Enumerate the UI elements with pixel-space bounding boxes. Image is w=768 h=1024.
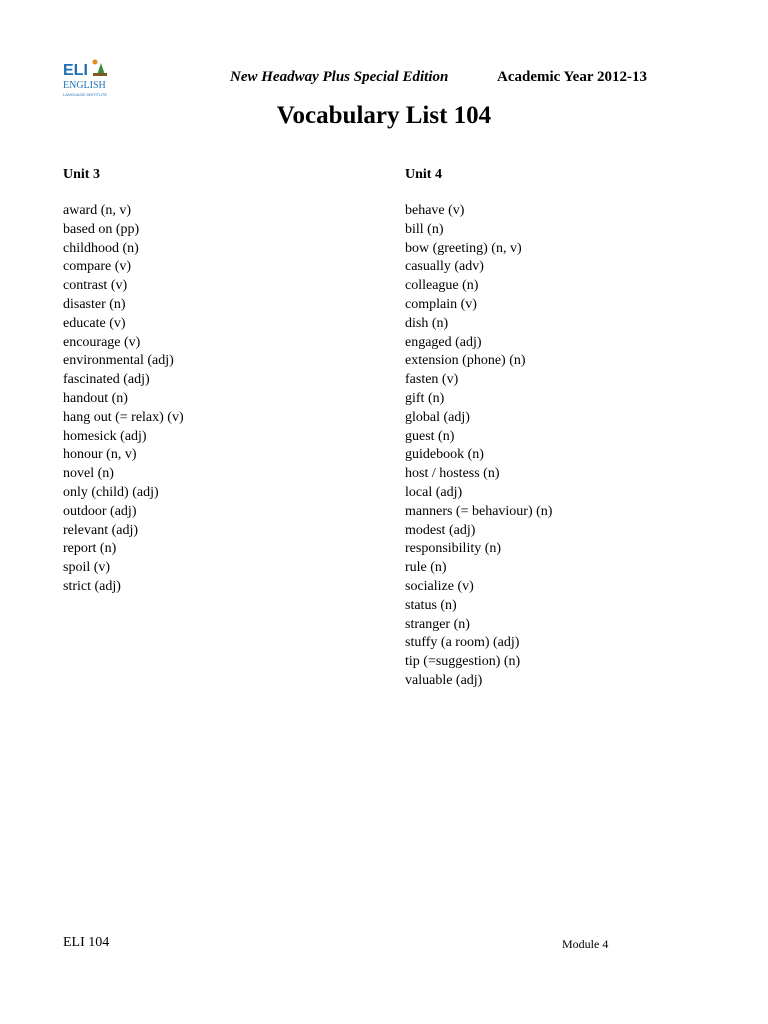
vocabulary-item: environmental (adj) bbox=[63, 353, 174, 369]
vocabulary-item: honour (n, v) bbox=[63, 447, 137, 463]
vocabulary-item: fasten (v) bbox=[405, 372, 459, 388]
vocabulary-item: hang out (= relax) (v) bbox=[63, 409, 184, 425]
unit-3-heading: Unit 3 bbox=[63, 167, 100, 182]
vocabulary-item: outdoor (adj) bbox=[63, 503, 137, 519]
vocabulary-item: encourage (v) bbox=[63, 334, 141, 350]
vocabulary-item: behave (v) bbox=[405, 203, 465, 218]
vocabulary-item: gift (n) bbox=[405, 390, 445, 406]
unit-4-heading: Unit 4 bbox=[405, 167, 442, 182]
vocabulary-item: valuable (adj) bbox=[405, 672, 483, 688]
vocabulary-item: strict (adj) bbox=[63, 578, 121, 594]
page-title-text: Vocabulary List 104 bbox=[276, 102, 492, 129]
vocabulary-item: spoil (v) bbox=[63, 560, 111, 576]
eli-logo bbox=[63, 57, 109, 101]
svg-text:ELI: ELI bbox=[63, 62, 88, 79]
vocabulary-item: colleague (n) bbox=[405, 278, 479, 294]
vocabulary-item: bow (greeting) (n, v) bbox=[405, 240, 522, 256]
vocabulary-item: based on (pp) bbox=[63, 221, 140, 237]
vocabulary-item: guidebook (n) bbox=[405, 447, 484, 463]
vocabulary-item: bill (n) bbox=[405, 221, 444, 237]
vocabulary-item: casually (adv) bbox=[405, 259, 484, 275]
vocabulary-item: status (n) bbox=[405, 597, 457, 613]
vocabulary-item: extension (phone) (n) bbox=[405, 353, 526, 369]
footer-module: Module 4 bbox=[562, 937, 609, 951]
header-academic-year: Academic Year 2012-13 bbox=[497, 69, 647, 85]
vocabulary-item: novel (n) bbox=[63, 466, 114, 482]
header-book-title: New Headway Plus Special Edition bbox=[230, 69, 449, 85]
vocabulary-item: disaster (n) bbox=[63, 296, 126, 312]
vocabulary-item: childhood (n) bbox=[63, 240, 139, 256]
vocabulary-item: global (adj) bbox=[405, 409, 470, 425]
vocabulary-item: host / hostess (n) bbox=[405, 466, 500, 482]
svg-text:ENGLISH: ENGLISH bbox=[63, 80, 106, 91]
vocabulary-item: manners (= behaviour) (n) bbox=[405, 503, 553, 519]
vocabulary-item: educate (v) bbox=[63, 315, 126, 331]
vocabulary-item: rule (n) bbox=[405, 560, 447, 576]
unit-4-word-list bbox=[405, 202, 552, 691]
unit-3-column bbox=[63, 165, 184, 597]
footer-course-code: ELI 104 bbox=[63, 935, 110, 950]
page-title bbox=[0, 102, 768, 130]
vocabulary-item: complain (v) bbox=[405, 296, 477, 312]
vocabulary-item: relevant (adj) bbox=[63, 522, 139, 538]
unit-4-column bbox=[405, 165, 552, 691]
vocabulary-item: only (child) (adj) bbox=[63, 484, 159, 500]
vocabulary-item: fascinated (adj) bbox=[63, 372, 150, 388]
vocabulary-item: engaged (adj) bbox=[405, 334, 482, 350]
vocabulary-item: contrast (v) bbox=[63, 278, 128, 294]
vocabulary-item: modest (adj) bbox=[405, 522, 476, 538]
unit-3-word-list bbox=[63, 202, 184, 597]
vocabulary-item: tip (=suggestion) (n) bbox=[405, 654, 521, 670]
vocabulary-item: stuffy (a room) (adj) bbox=[405, 635, 520, 651]
vocabulary-item: homesick (adj) bbox=[63, 428, 147, 444]
vocabulary-item: local (adj) bbox=[405, 484, 463, 500]
eli-logo-icon bbox=[63, 57, 109, 101]
vocabulary-item: responsibility (n) bbox=[405, 541, 502, 557]
vocabulary-item: compare (v) bbox=[63, 259, 132, 275]
vocabulary-item: socialize (v) bbox=[405, 578, 474, 594]
vocabulary-item: guest (n) bbox=[405, 428, 455, 444]
vocabulary-item: handout (n) bbox=[63, 390, 128, 406]
vocabulary-item: report (n) bbox=[63, 541, 117, 557]
vocabulary-item: dish (n) bbox=[405, 315, 449, 331]
vocabulary-item: stranger (n) bbox=[405, 616, 470, 632]
vocabulary-item: award (n, v) bbox=[63, 203, 132, 218]
svg-text:LANGUAGE INSTITUTE: LANGUAGE INSTITUTE bbox=[63, 92, 108, 97]
